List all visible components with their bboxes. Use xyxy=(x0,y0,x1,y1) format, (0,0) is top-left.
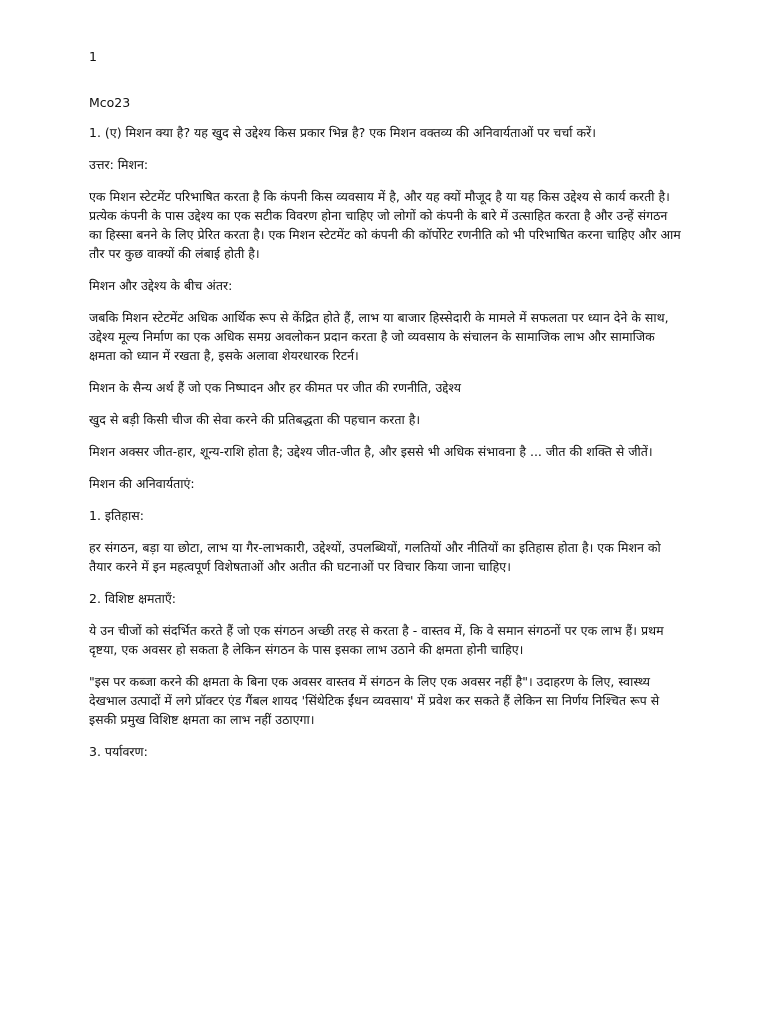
difference-heading: मिशन और उद्देश्य के बीच अंतर: xyxy=(89,278,233,293)
answer-heading: उत्तर: मिशन: xyxy=(89,157,149,172)
environment-heading: 3. पर्यावरण: xyxy=(89,744,148,759)
military-meaning-paragraph: मिशन के सैन्य अर्थ हैं जो एक निष्पादन और हर कीमत पर जीत की रणनीति, उद्देश्य xyxy=(89,380,461,395)
competencies-paragraph: ये उन चीजों को संदर्भित करते हैं जो एक संगठन अच्छी तरह से करता है - वास्तव में, कि वे समान संगठनों पर एक लाभ हैं। प्रथम दृष्टया, एक अवसर हो सकता है लेकिन संगठन के पास इसका लाभ उठाने की क्षमता होनी चाहिए। xyxy=(89,623,664,657)
commitment-paragraph: खुद से बड़ी किसी चीज की सेवा करने की प्रतिबद्धता की पहचान करता है। xyxy=(89,412,421,427)
difference-paragraph: जबकि मिशन स्टेटमेंट अधिक आर्थिक रूप से केंद्रित होते हैं, लाभ या बाजार हिस्सेदारी के मामले में सफलता पर ध्यान देने के साथ, उद्देश्य मूल्य निर्माण का एक अधिक समग्र अवलोकन प्रदान करता है जो व्यवसाय के संचालन के सामाजिक लाभ और सामाजिक क्षमता को ध्यान में रखता है, इसके अलावा शेयरधारक रिटर्न। xyxy=(89,310,669,363)
win-lose-paragraph: मिशन अक्सर जीत-हार, शून्य-राशि होता है; उद्देश्य जीत-जीत है, और इससे भी अधिक संभावना है ... जीत की शक्ति से जीतें। xyxy=(89,444,653,459)
mission-definition-paragraph: एक मिशन स्टेटमेंट परिभाषित करता है कि कंपनी किस व्यवसाय में है, और यह क्यों मौजूद है या यह किस उद्देश्य से कार्य करती है। प्रत्येक कंपनी के पास उद्देश्य का एक सटीक विवरण होना चाहिए जो लोगों को कंपनी के बारे में उत्साहित करता है और उन्हें संगठन का हिस्सा बनने के लिए प्रेरित करता है। एक मिशन स्टेटमेंट को कंपनी की कॉर्पोरेट रणनीति को भी परिभाषित करना चाहिए और आम तौर पर कुछ वाक्यों की लंबाई होती है। xyxy=(89,189,681,261)
course-code: Mco23 xyxy=(89,95,131,110)
essentials-heading: मिशन की अनिवार्यताएं: xyxy=(89,476,195,491)
opportunity-quote-paragraph: "इस पर कब्जा करने की क्षमता के बिना एक अवसर वास्तव में संगठन के लिए एक अवसर नहीं है"। उदाहरण के लिए, स्वास्थ्य देखभाल उत्पादों में लगे प्रॉक्टर एंड गैंबल शायद 'सिंथेटिक ईंधन व्यवसाय' में प्रवेश कर सकते हैं लेकिन सा निर्णय निश्चित रूप से इसकी प्रमुख विशिष्ट क्षमता का लाभ नहीं उठाएगा। xyxy=(89,674,660,727)
question-heading: 1. (ए) मिशन क्या है? यह खुद से उद्देश्य किस प्रकार भिन्न है? एक मिशन वक्तव्य की अनिवार्यताओं पर चर्चा करें। xyxy=(89,125,596,140)
competencies-heading: 2. विशिष्ट क्षमताएँ: xyxy=(89,591,177,606)
page-number: 1 xyxy=(89,49,97,64)
history-heading: 1. इतिहास: xyxy=(89,508,144,523)
history-paragraph: हर संगठन, बड़ा या छोटा, लाभ या गैर-लाभकारी, उद्देश्यों, उपलब्धियों, गलतियों और नीतियों का इतिहास होता है। एक मिशन को तैयार करने में इन महत्वपूर्ण विशेषताओं और अतीत की घटनाओं पर विचार किया जाना चाहिए। xyxy=(89,540,661,574)
